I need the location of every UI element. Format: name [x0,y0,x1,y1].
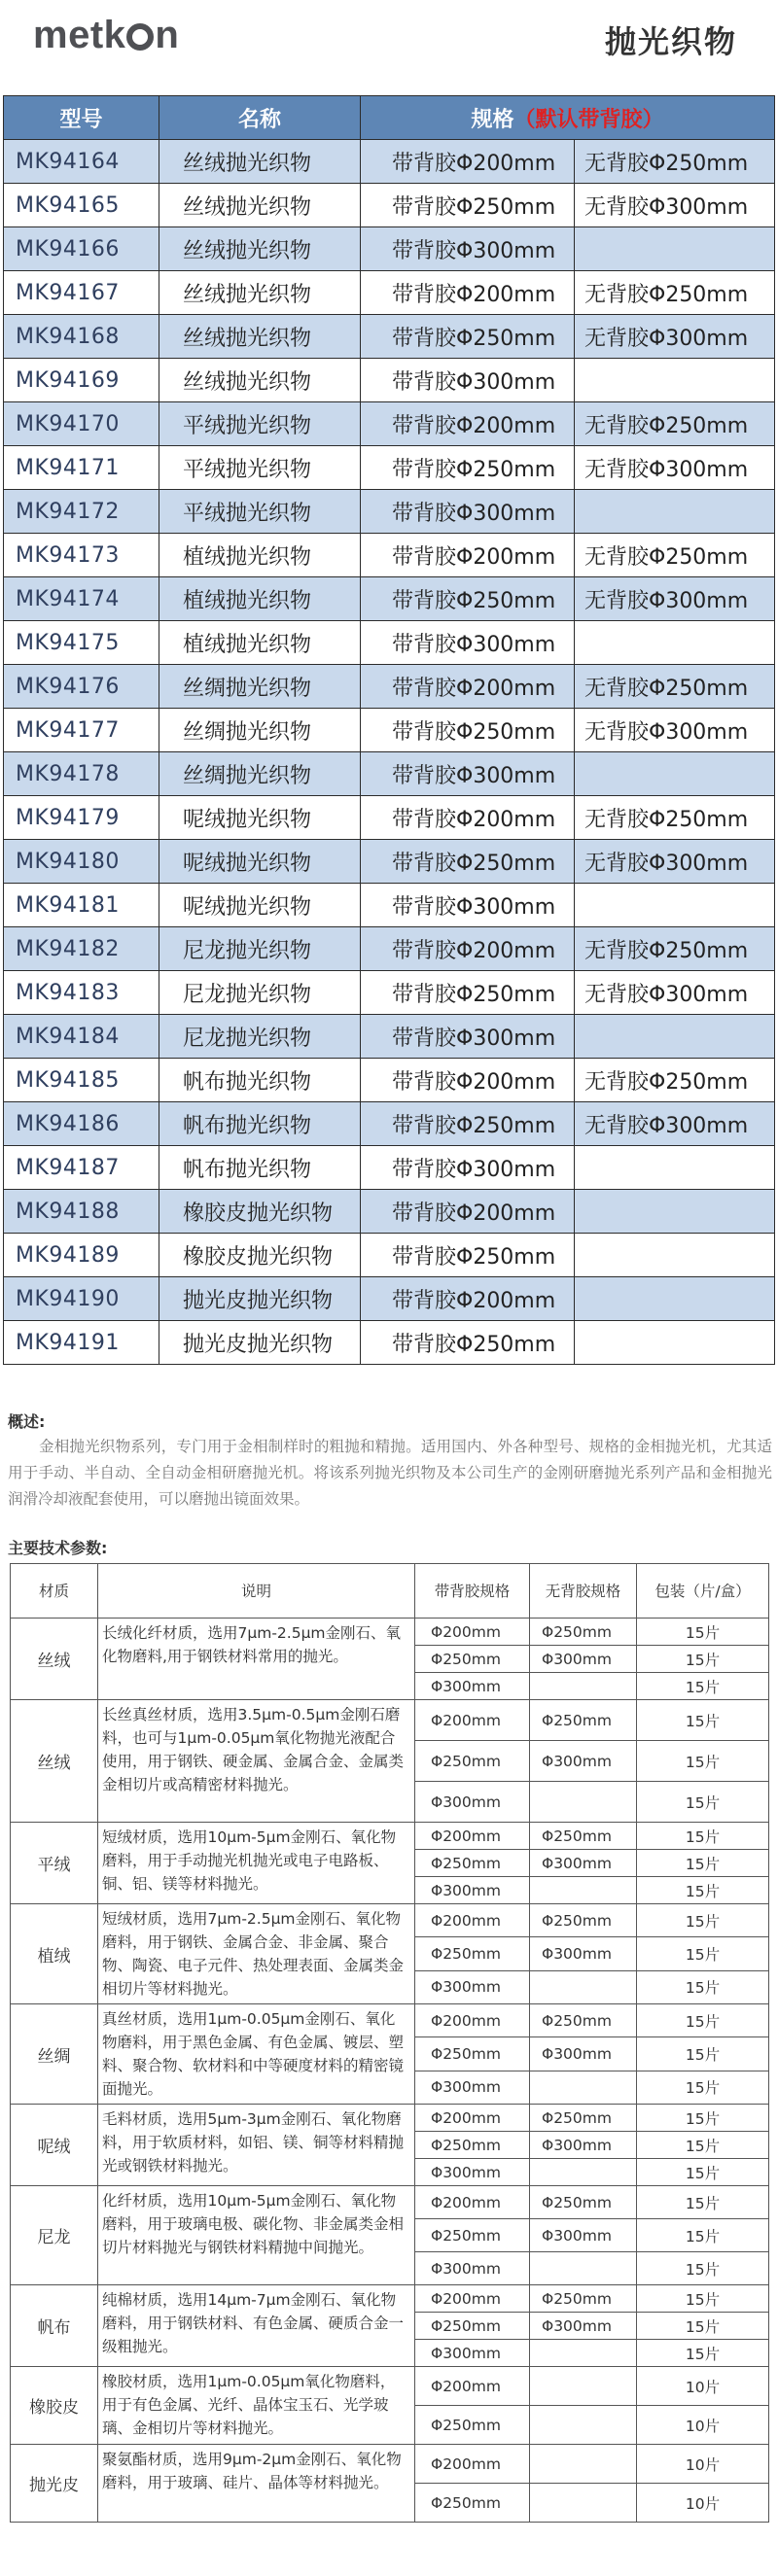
params-pack: 15片 [637,2340,769,2367]
params-pack: 15片 [637,1619,769,1646]
params-without-backing: Φ300mm [530,1741,637,1782]
page-title: 抛光织物 [604,23,737,60]
product-name: 丝绸抛光织物 [159,752,361,796]
product-with-backing: 带背胶Φ250mm [361,446,575,490]
product-with-backing: 带背胶Φ300mm [361,490,575,534]
product-without-backing: 无背胶Φ250mm [575,534,775,577]
product-with-backing: 带背胶Φ200mm [361,665,575,709]
product-name: 呢绒抛光织物 [159,840,361,884]
product-without-backing: 无背胶Φ300mm [575,971,775,1015]
params-description: 真丝材质，选用1μm-0.05μm金刚石、氧化物磨料，用于黑色金属、有色金属、镀层、塑料、聚合物、软材料和中等硬度材料的精密镜面抛光。 [98,2004,415,2105]
product-model: MK94169 [4,359,159,402]
params-pack: 15片 [637,2186,769,2219]
params-with-backing: Φ300mm [415,1877,530,1904]
params-with-backing: Φ200mm [415,2445,530,2484]
params-row [11,2004,769,2037]
product-without-backing: 无背胶Φ300mm [575,577,775,621]
params-material: 丝绸 [11,2004,98,2105]
params-with-backing: Φ250mm [415,2037,530,2071]
product-model: MK94184 [4,1015,159,1059]
params-header-description: 说明 [98,1564,415,1619]
product-model: MK94168 [4,315,159,359]
product-name: 丝绒抛光织物 [159,227,361,271]
product-model: MK94175 [4,621,159,665]
params-material: 尼龙 [11,2186,98,2285]
params-pack: 15片 [637,2071,769,2104]
params-with-backing: Φ250mm [415,2313,530,2340]
product-with-backing: 带背胶Φ200mm [361,1059,575,1102]
params-material: 抛光皮 [11,2445,98,2523]
product-row [4,402,775,446]
product-row [4,1059,775,1102]
product-row [4,359,775,402]
params-without-backing: Φ250mm [530,1700,637,1741]
product-name: 植绒抛光织物 [159,621,361,665]
product-without-backing [575,490,775,534]
product-name: 帆布抛光织物 [159,1146,361,1190]
product-without-backing: 无背胶Φ250mm [575,927,775,971]
product-without-backing [575,752,775,796]
product-row [4,184,775,227]
product-name: 平绒抛光织物 [159,402,361,446]
product-model: MK94186 [4,1102,159,1146]
product-with-backing: 带背胶Φ200mm [361,1190,575,1234]
product-model: MK94179 [4,796,159,840]
header-model: 型号 [4,96,159,140]
product-with-backing: 带背胶Φ300mm [361,884,575,927]
params-pack: 15片 [637,2313,769,2340]
product-model: MK94174 [4,577,159,621]
params-pack: 15片 [637,1904,769,1937]
product-row [4,927,775,971]
params-with-backing: Φ300mm [415,2071,530,2104]
params-row [11,1904,769,1937]
product-with-backing: 带背胶Φ250mm [361,1234,575,1277]
metkon-logo: metk n [33,14,180,56]
params-header-without-backing: 无背胶规格 [530,1564,637,1619]
params-pack: 15片 [637,2004,769,2037]
product-model: MK94178 [4,752,159,796]
product-with-backing: 带背胶Φ200mm [361,271,575,315]
product-name: 植绒抛光织物 [159,534,361,577]
product-name: 尼龙抛光织物 [159,927,361,971]
params-with-backing: Φ200mm [415,1619,530,1646]
params-row [11,1823,769,1850]
product-model: MK94177 [4,709,159,752]
params-without-backing [530,1673,637,1700]
product-without-backing: 无背胶Φ250mm [575,140,775,184]
params-pack: 15片 [637,2132,769,2159]
product-model: MK94164 [4,140,159,184]
product-without-backing: 无背胶Φ250mm [575,796,775,840]
product-name: 橡胶皮抛光织物 [159,1190,361,1234]
params-without-backing [530,1782,637,1823]
product-row [4,227,775,271]
params-pack: 15片 [637,1970,769,2003]
product-model: MK94183 [4,971,159,1015]
product-name: 丝绒抛光织物 [159,140,361,184]
params-with-backing: Φ200mm [415,2367,530,2406]
product-row [4,534,775,577]
params-with-backing: Φ300mm [415,1970,530,2003]
params-row [11,2367,769,2406]
params-with-backing: Φ250mm [415,1741,530,1782]
params-description: 化纤材质，选用10μm-5μm金刚石、氧化物磨料，用于玻璃电极、碳化物、非金属类金相切片材料抛光与钢铁材料精抛中间抛光。 [98,2186,415,2285]
params-header-pack: 包装（片/盒） [637,1564,769,1619]
params-pack: 15片 [637,2159,769,2186]
params-pack: 15片 [637,1937,769,1970]
product-name: 尼龙抛光织物 [159,971,361,1015]
product-row [4,840,775,884]
params-material: 呢绒 [11,2105,98,2186]
product-row [4,796,775,840]
product-name: 平绒抛光织物 [159,490,361,534]
product-model: MK94172 [4,490,159,534]
product-without-backing: 无背胶Φ250mm [575,665,775,709]
product-model: MK94180 [4,840,159,884]
params-pack: 15片 [637,2037,769,2071]
params-without-backing [530,2406,637,2445]
product-row [4,1277,775,1321]
params-without-backing: Φ250mm [530,2186,637,2219]
product-model: MK94173 [4,534,159,577]
params-pack: 15片 [637,1673,769,1700]
product-with-backing: 带背胶Φ300mm [361,227,575,271]
params-row [11,2105,769,2132]
params-without-backing [530,2159,637,2186]
product-without-backing [575,1190,775,1234]
product-model: MK94191 [4,1321,159,1365]
product-without-backing [575,1146,775,1190]
product-name: 尼龙抛光织物 [159,1015,361,1059]
product-with-backing: 带背胶Φ250mm [361,577,575,621]
overview-body: 金相抛光织物系列，专门用于金相制样时的粗抛和精抛。适用国内、外各种型号、规格的金相抛光机，尤其适用于手动、半自动、全自动金相研磨抛光机。将该系列抛光织物及本公司生产的金刚研磨抛光系列产品和金相抛光润滑冷却液配套使用，可以磨抛出镜面效果。 [8,1438,772,1508]
product-row [4,1102,775,1146]
params-with-backing: Φ200mm [415,2285,530,2313]
product-name: 丝绸抛光织物 [159,665,361,709]
product-row [4,1321,775,1365]
product-row [4,315,775,359]
params-row [11,2285,769,2313]
product-with-backing: 带背胶Φ300mm [361,359,575,402]
params-table-header [11,1564,769,1619]
product-with-backing: 带背胶Φ250mm [361,971,575,1015]
params-without-backing [530,2445,637,2484]
params-without-backing: Φ300mm [530,1850,637,1877]
product-name: 呢绒抛光织物 [159,796,361,840]
params-row [11,2445,769,2484]
header-spec: 规格（默认带背胶） [361,96,775,140]
params-without-backing [530,2367,637,2406]
params-pack: 10片 [637,2445,769,2484]
params-pack: 10片 [637,2484,769,2523]
product-without-backing [575,621,775,665]
params-without-backing [530,2484,637,2523]
params-without-backing: Φ300mm [530,2037,637,2071]
product-with-backing: 带背胶Φ200mm [361,140,575,184]
product-row [4,577,775,621]
product-model: MK94171 [4,446,159,490]
params-with-backing: Φ250mm [415,2219,530,2252]
product-row [4,446,775,490]
product-with-backing: 带背胶Φ300mm [361,752,575,796]
params-pack: 15片 [637,1823,769,1850]
product-model: MK94176 [4,665,159,709]
params-material: 丝绒 [11,1619,98,1700]
params-with-backing: Φ300mm [415,2159,530,2186]
params-material: 平绒 [11,1823,98,1904]
product-without-backing: 无背胶Φ250mm [575,271,775,315]
params-description: 聚氨酯材质，选用9μm-2μm金刚石、氧化物磨料，用于玻璃、硅片、晶体等材料抛光。 [98,2445,415,2523]
params-without-backing [530,2071,637,2104]
params-with-backing: Φ250mm [415,2132,530,2159]
params-description: 短绒材质，选用10μm-5μm金刚石、氧化物磨料，用于手动抛光机抛光或电子电路板、铜、铝、镁等材料抛光。 [98,1823,415,1904]
logo-ring-icon [126,23,154,51]
params-row [11,1700,769,1741]
product-model: MK94182 [4,927,159,971]
params-without-backing: Φ300mm [530,1937,637,1970]
params-with-backing: Φ200mm [415,1700,530,1741]
product-name: 丝绒抛光织物 [159,315,361,359]
product-without-backing: 无背胶Φ300mm [575,840,775,884]
params-pack: 10片 [637,2406,769,2445]
params-with-backing: Φ300mm [415,1782,530,1823]
header-spec-note: （默认带背胶） [513,107,664,132]
params-pack: 15片 [637,1646,769,1673]
product-model: MK94188 [4,1190,159,1234]
product-name: 丝绸抛光织物 [159,709,361,752]
params-pack: 15片 [637,2105,769,2132]
product-without-backing: 无背胶Φ250mm [575,402,775,446]
params-description: 短绒材质，选用7μm-2.5μm金刚石、氧化物磨料，用于钢铁、金属合金、非金属、聚合物、陶瓷、电子元件、热处理表面、金属类金相切片等材料抛光。 [98,1904,415,2004]
product-with-backing: 带背胶Φ250mm [361,709,575,752]
product-name: 橡胶皮抛光织物 [159,1234,361,1277]
params-title: 主要技术参数: [8,1539,108,1557]
params-with-backing: Φ200mm [415,1904,530,1937]
params-with-backing: Φ300mm [415,1673,530,1700]
product-without-backing [575,1234,775,1277]
product-name: 抛光皮抛光织物 [159,1277,361,1321]
product-with-backing: 带背胶Φ300mm [361,621,575,665]
params-without-backing [530,1970,637,2003]
product-row [4,490,775,534]
product-row [4,665,775,709]
params-pack: 15片 [637,2252,769,2285]
params-pack: 15片 [637,2285,769,2313]
params-without-backing [530,1877,637,1904]
product-name: 抛光皮抛光织物 [159,1321,361,1365]
params-with-backing: Φ250mm [415,1850,530,1877]
params-without-backing: Φ250mm [530,1904,637,1937]
params-without-backing: Φ250mm [530,1823,637,1850]
params-pack: 15片 [637,2219,769,2252]
params-with-backing: Φ200mm [415,2105,530,2132]
product-without-backing: 无背胶Φ300mm [575,315,775,359]
params-pack: 15片 [637,1741,769,1782]
product-with-backing: 带背胶Φ250mm [361,315,575,359]
params-without-backing [530,2252,637,2285]
product-row [4,752,775,796]
params-without-backing: Φ300mm [530,2132,637,2159]
product-with-backing: 带背胶Φ300mm [361,1015,575,1059]
params-description: 毛料材质，选用5μm-3μm金刚石、氧化物磨料，用于软质材料，如铝、镁、铜等材料精抛光或钢铁材料抛光。 [98,2105,415,2186]
params-description: 长绒化纤材质，选用7μm-2.5μm金刚石、氧化物磨料,用于钢铁材料常用的抛光。 [98,1619,415,1700]
product-with-backing: 带背胶Φ200mm [361,1277,575,1321]
product-name: 丝绒抛光织物 [159,271,361,315]
product-with-backing: 带背胶Φ250mm [361,1102,575,1146]
params-with-backing: Φ250mm [415,1937,530,1970]
product-row [4,621,775,665]
product-model: MK94167 [4,271,159,315]
product-model: MK94170 [4,402,159,446]
product-without-backing [575,1277,775,1321]
params-pack: 15片 [637,1850,769,1877]
params-material: 橡胶皮 [11,2367,98,2445]
params-pack: 15片 [637,1877,769,1904]
product-name: 丝绒抛光织物 [159,359,361,402]
product-without-backing: 无背胶Φ300mm [575,1102,775,1146]
header [0,0,778,95]
product-model: MK94165 [4,184,159,227]
product-table [3,95,775,1365]
product-with-backing: 带背胶Φ250mm [361,1321,575,1365]
params-header-with-backing: 带背胶规格 [415,1564,530,1619]
product-model: MK94187 [4,1146,159,1190]
params-material: 丝绒 [11,1700,98,1823]
params-material: 植绒 [11,1904,98,2004]
product-name: 植绒抛光织物 [159,577,361,621]
params-with-backing: Φ300mm [415,2340,530,2367]
product-table-header [4,96,775,140]
product-without-backing [575,1321,775,1365]
product-with-backing: 带背胶Φ250mm [361,184,575,227]
product-with-backing: 带背胶Φ250mm [361,840,575,884]
product-without-backing [575,359,775,402]
params-with-backing: Φ300mm [415,2252,530,2285]
product-model: MK94185 [4,1059,159,1102]
params-row [11,1619,769,1646]
product-name: 帆布抛光织物 [159,1102,361,1146]
product-row [4,709,775,752]
product-row [4,1190,775,1234]
params-with-backing: Φ250mm [415,1646,530,1673]
product-with-backing: 带背胶Φ200mm [361,927,575,971]
product-row [4,1015,775,1059]
params-with-backing: Φ200mm [415,1823,530,1850]
product-without-backing [575,884,775,927]
product-without-backing: 无背胶Φ300mm [575,446,775,490]
product-with-backing: 带背胶Φ200mm [361,796,575,840]
params-without-backing: Φ250mm [530,2105,637,2132]
product-without-backing [575,227,775,271]
product-with-backing: 带背胶Φ200mm [361,402,575,446]
product-row [4,1146,775,1190]
params-table [10,1563,769,2523]
product-name: 呢绒抛光织物 [159,884,361,927]
params-pack: 10片 [637,2367,769,2406]
product-name: 帆布抛光织物 [159,1059,361,1102]
params-without-backing: Φ300mm [530,2313,637,2340]
product-model: MK94189 [4,1234,159,1277]
params-without-backing [530,2340,637,2367]
params-pack: 15片 [637,1782,769,1823]
product-row [4,271,775,315]
header-name: 名称 [159,96,361,140]
product-name: 平绒抛光织物 [159,446,361,490]
params-header-material: 材质 [11,1564,98,1619]
params-description: 长丝真丝材质，选用3.5μm-0.5μm金刚石磨料，也可与1μm-0.05μm氧化物抛光液配合使用，用于钢铁、硬金属、金属合金、金属类金相切片或高精密材料抛光。 [98,1700,415,1823]
product-without-backing: 无背胶Φ300mm [575,184,775,227]
product-row [4,140,775,184]
params-without-backing: Φ300mm [530,1646,637,1673]
product-row [4,971,775,1015]
params-description: 纯棉材质，选用14μm-7μm金刚石、氧化物磨料，用于钢铁材料、有色金属、硬质合金一级粗抛光。 [98,2285,415,2367]
product-with-backing: 带背胶Φ300mm [361,1146,575,1190]
product-without-backing: 无背胶Φ250mm [575,1059,775,1102]
params-row [11,2186,769,2219]
overview-title: 概述: [8,1412,46,1431]
product-model: MK94190 [4,1277,159,1321]
params-without-backing: Φ250mm [530,2285,637,2313]
params-without-backing: Φ250mm [530,1619,637,1646]
product-with-backing: 带背胶Φ200mm [361,534,575,577]
product-model: MK94166 [4,227,159,271]
product-without-backing: 无背胶Φ300mm [575,709,775,752]
params-description: 橡胶材质，选用1μm-0.05μm氧化物磨料，用于有色金属、光纤、晶体宝玉石、光学玻璃、金相切片等材料抛光。 [98,2367,415,2445]
product-row [4,884,775,927]
product-row [4,1234,775,1277]
params-without-backing: Φ300mm [530,2219,637,2252]
product-without-backing [575,1015,775,1059]
params-with-backing: Φ250mm [415,2406,530,2445]
params-with-backing: Φ200mm [415,2186,530,2219]
params-without-backing: Φ250mm [530,2004,637,2037]
product-model: MK94181 [4,884,159,927]
params-pack: 15片 [637,1700,769,1741]
product-name: 丝绒抛光织物 [159,184,361,227]
params-with-backing: Φ200mm [415,2004,530,2037]
params-material: 帆布 [11,2285,98,2367]
params-with-backing: Φ250mm [415,2484,530,2523]
